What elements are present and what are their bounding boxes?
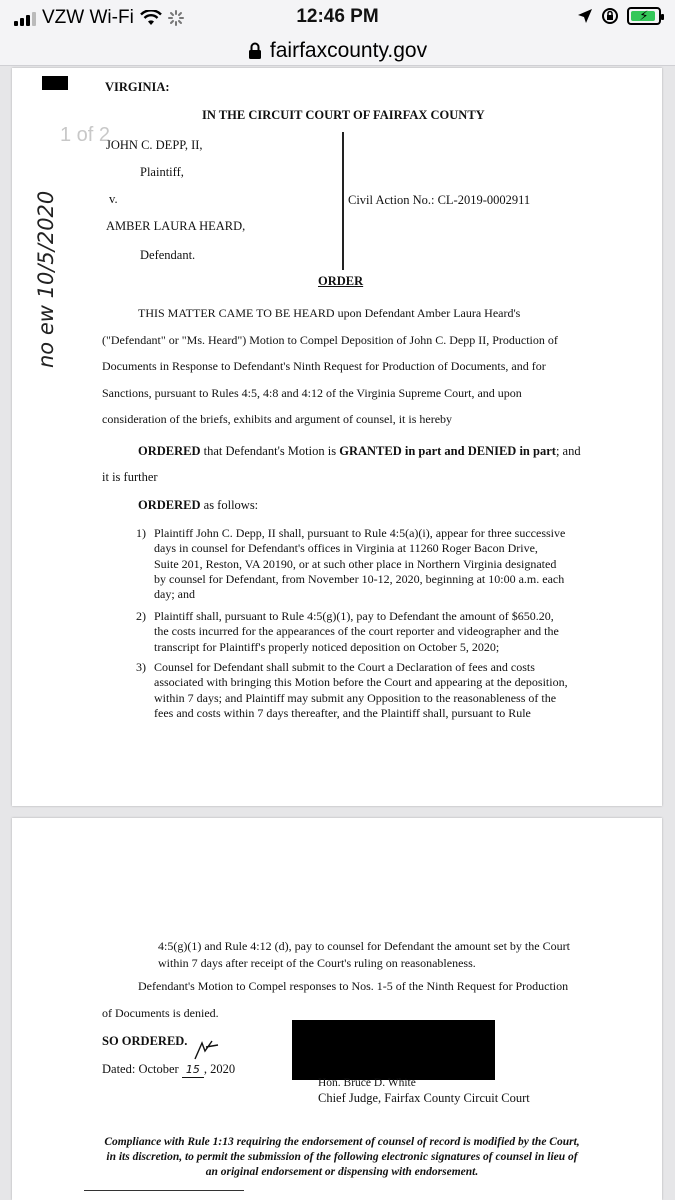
state-heading: VIRGINIA: [105, 80, 170, 94]
plaintiff-name: JOHN C. DEPP, II, [106, 138, 203, 152]
dated-day: 15 [182, 1063, 204, 1078]
signature-redaction [292, 1020, 495, 1080]
judge-title: Chief Judge, Fairfax County Circuit Court [318, 1091, 530, 1105]
page-indicator: 1 of 2 [60, 124, 111, 146]
document-page-1 [12, 68, 662, 806]
item-line: Suite 201, Reston, VA 20190, or at such other place in Northern Virginia designated [154, 556, 557, 571]
versus-label: v. [109, 192, 118, 206]
clock: 12:46 PM [296, 6, 379, 27]
defendant-role: Defendant. [140, 248, 196, 262]
handwritten-note: no ew 10/5/2020 [34, 190, 58, 368]
plaintiff-role: Plaintiff, [140, 165, 184, 179]
so-ordered: SO ORDERED. [102, 1034, 188, 1048]
item-line: Plaintiff John C. Depp, II shall, pursuant to Rule 4:5(a)(i), appear for three successive [154, 526, 566, 540]
continuation-line: within 7 days after receipt of the Court's ruling on reasonableness. [158, 956, 476, 970]
continuation-line: 4:5(g)(1) and Rule 4:12 (d), pay to counsel for Defendant the amount set by the Court [158, 939, 570, 953]
location-arrow-icon [577, 8, 593, 24]
denied-line: of Documents is denied. [102, 1006, 219, 1020]
item-line: within 7 days; and Plaintiff may submit any Opposition to the reasonableness of the [154, 690, 557, 705]
document-page-2 [12, 818, 662, 1200]
order-item-1 [136, 526, 565, 603]
order-intro [102, 300, 558, 433]
ordered-text: that Defendant's Motion is [200, 444, 340, 458]
ordered-label: ORDERED [138, 498, 201, 512]
item-number: 2) [136, 609, 146, 623]
intro-line: Sanctions, pursuant to Rules 4:5, 4:8 and 4:12 of the Virginia Supreme Court, and upon [102, 385, 522, 400]
carrier-label: VZW Wi-Fi [42, 7, 134, 28]
caption-divider [342, 132, 344, 270]
intro-line: Documents in Response to Defendant's Ninth Request for Production of Documents, and for [102, 359, 546, 373]
court-heading: IN THE CIRCUIT COURT OF FAIRFAX COUNTY [202, 108, 485, 122]
dated-label: Dated: October [102, 1062, 179, 1076]
ordered-label: ORDERED [138, 444, 201, 458]
judge-name: Hon. Bruce D. White [318, 1077, 416, 1089]
it-is-further: it is further [102, 470, 158, 484]
battery-icon: ⚡ [627, 7, 661, 25]
item-number: 3) [136, 660, 146, 674]
item-line: day; and [154, 587, 195, 602]
status-bar [0, 0, 675, 36]
dated-year: , 2020 [203, 1062, 236, 1076]
item-line: associated with bringing this Motion before the Court and appearing at the deposition, [154, 675, 568, 690]
item-line: the costs incurred for the appearances of the court reporter and videographer and the [154, 624, 559, 639]
ordered-follows-text: as follows: [200, 498, 259, 512]
dated-line [102, 1062, 235, 1078]
civil-action-number: Civil Action No.: CL-2019-0002911 [348, 193, 531, 207]
url-bar[interactable] [0, 36, 675, 66]
url-domain[interactable]: fairfaxcounty.gov [269, 38, 428, 62]
orientation-lock-icon [601, 7, 619, 25]
item-line: transcript for Plaintiff's properly noticed deposition on October 5, 2020; [154, 639, 500, 654]
item-line: fees and costs within 7 days thereafter, and the Plaintiff shall, pursuant to Rule [154, 706, 531, 721]
granted-text: GRANTED in part and DENIED in part [339, 444, 556, 458]
intro-line: consideration of the briefs, exhibits and argument of counsel, it is hereby [102, 412, 453, 426]
item-number: 1) [136, 526, 146, 540]
defendant-name: AMBER LAURA HEARD, [106, 219, 246, 233]
denied-line: Defendant's Motion to Compel responses to Nos. 1-5 of the Ninth Request for Production [138, 979, 569, 993]
status-right [577, 7, 661, 25]
order-title: ORDER [318, 274, 364, 288]
ordered-follows-line [138, 498, 258, 514]
ordered-text-end: ; and [555, 444, 581, 458]
lock-icon [248, 42, 262, 60]
compliance-note: Compliance with Rule 1:13 requiring the endorsement of counsel of record is modified by the Court, in its discretion, to permit the submission of the following electronic signatures of counsel in lieu of an original endorsement or dispensing with endorsement. [104, 1136, 580, 1178]
intro-line: THIS MATTER CAME TO BE HEARD upon Defendant Amber Laura Heard's [138, 306, 521, 320]
item-line: Plaintiff shall, pursuant to Rule 4:5(g)(1), pay to Defendant the amount of $650.20, [154, 609, 554, 623]
redaction-mark [42, 76, 68, 90]
handwritten-initial [192, 1039, 220, 1061]
item-line: by counsel for Defendant, from November 10-12, 2020, beginning at 10:00 a.m. each [154, 572, 565, 587]
item-line: Counsel for Defendant shall submit to the Court a Declaration of fees and costs [154, 660, 535, 674]
order-item-2 [136, 609, 559, 655]
order-item-3 [136, 660, 568, 721]
ordered-granted-line [138, 444, 581, 460]
item-line: days in counsel for Defendant's offices in Virginia at 11260 Roger Bacon Drive, [154, 541, 538, 556]
signature-line [84, 1190, 244, 1191]
intro-line: ("Defendant" or "Ms. Heard") Motion to Compel Deposition of John C. Depp II, Production of [102, 332, 558, 347]
continuation-text [158, 938, 570, 972]
